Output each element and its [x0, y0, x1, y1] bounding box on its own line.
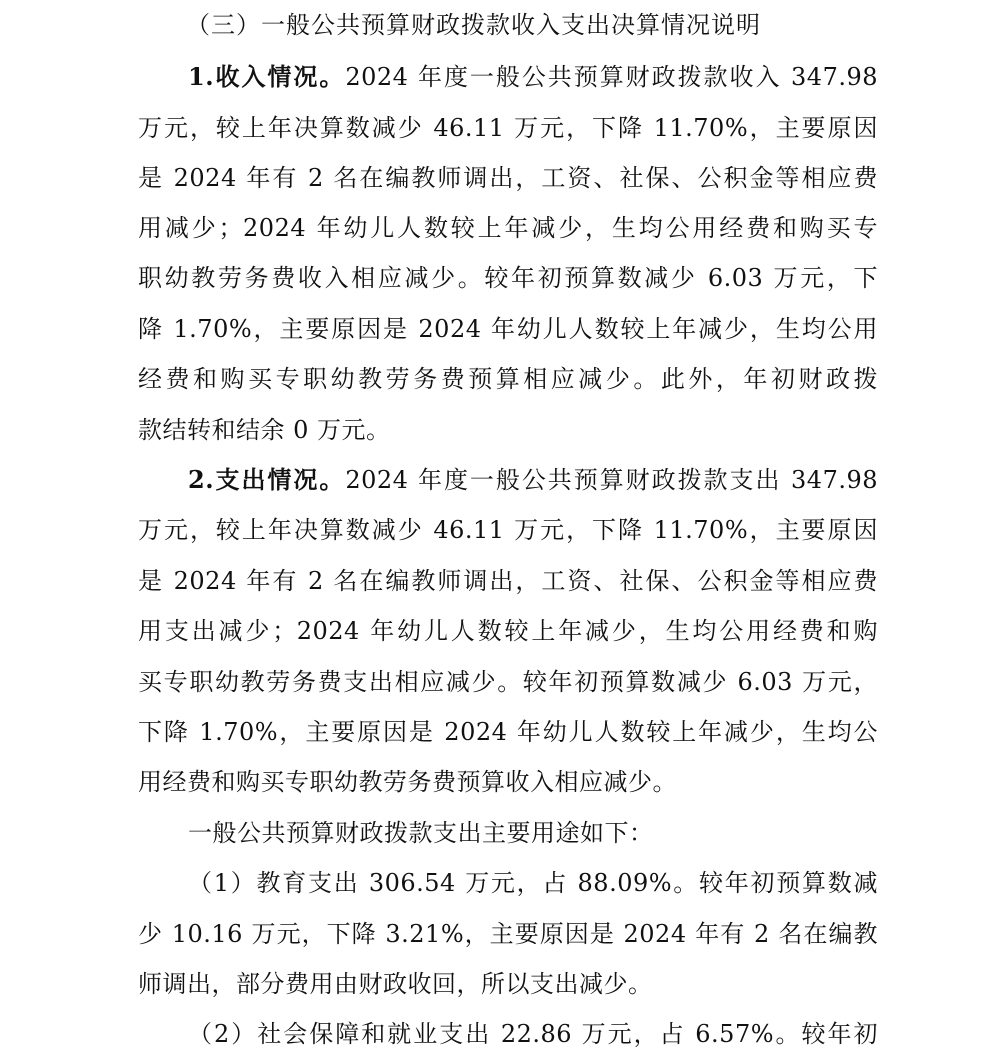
education-line-1: （1）教育支出 306.54 万元，占 88.09%。较年初预算数减 [188, 869, 878, 897]
expenditure-line-2: 万元，较上年决算数减少 46.11 万元，下降 11.70%，主要原因 [138, 516, 878, 544]
expenditure-title: 2.支出情况。 [188, 465, 346, 494]
uses-intro: 一般公共预算财政拨款支出主要用途如下： [188, 819, 654, 847]
expenditure-line-5: 买专职幼教劳务费支出相应减少。较年初预算数减少 6.03 万元， [138, 668, 878, 696]
expenditure-line-1-text: 2024 年度一般公共预算财政拨款支出 347.98 [345, 466, 879, 494]
expenditure-line-4: 用支出减少；2024 年幼儿人数较上年减少，生均公用经费和购 [138, 617, 878, 645]
income-line-1-text: 2024 年度一般公共预算财政拨款收入 347.98 [345, 63, 879, 91]
income-line-5: 职幼教劳务费收入相应减少。较年初预算数减少 6.03 万元，下 [138, 264, 878, 292]
income-line-7: 经费和购买专职幼教劳务费预算相应减少。此外，年初财政拨 [138, 365, 878, 393]
education-line-2: 少 10.16 万元，下降 3.21%，主要原因是 2024 年有 2 名在编教 [138, 920, 878, 948]
education-line-3: 师调出，部分费用由财政收回，所以支出减少。 [138, 970, 653, 998]
expenditure-paragraph-line-1 [188, 455, 878, 505]
income-paragraph-line-1 [188, 52, 878, 102]
income-line-2: 万元，较上年决算数减少 46.11 万元，下降 11.70%，主要原因 [138, 114, 878, 142]
expenditure-line-7: 用经费和购买专职幼教劳务费预算收入相应减少。 [138, 768, 677, 796]
income-line-8: 款结转和结余 0 万元。 [138, 416, 391, 444]
income-line-6: 降 1.70%，主要原因是 2024 年幼儿人数较上年减少，生均公用 [138, 315, 878, 343]
social-security-line-1: （2）社会保障和就业支出 22.86 万元，占 6.57%。较年初 [188, 1020, 878, 1048]
income-title: 1.收入情况。 [188, 62, 346, 91]
section-heading: （三）一般公共预算财政拨款收入支出决算情况说明 [186, 11, 761, 39]
expenditure-line-6: 下降 1.70%，主要原因是 2024 年幼儿人数较上年减少，生均公 [138, 718, 878, 746]
income-line-3: 是 2024 年有 2 名在编教师调出，工资、社保、公积金等相应费 [138, 164, 878, 192]
income-line-4: 用减少；2024 年幼儿人数较上年减少，生均公用经费和购买专 [138, 214, 878, 242]
expenditure-line-3: 是 2024 年有 2 名在编教师调出，工资、社保、公积金等相应费 [138, 567, 878, 595]
